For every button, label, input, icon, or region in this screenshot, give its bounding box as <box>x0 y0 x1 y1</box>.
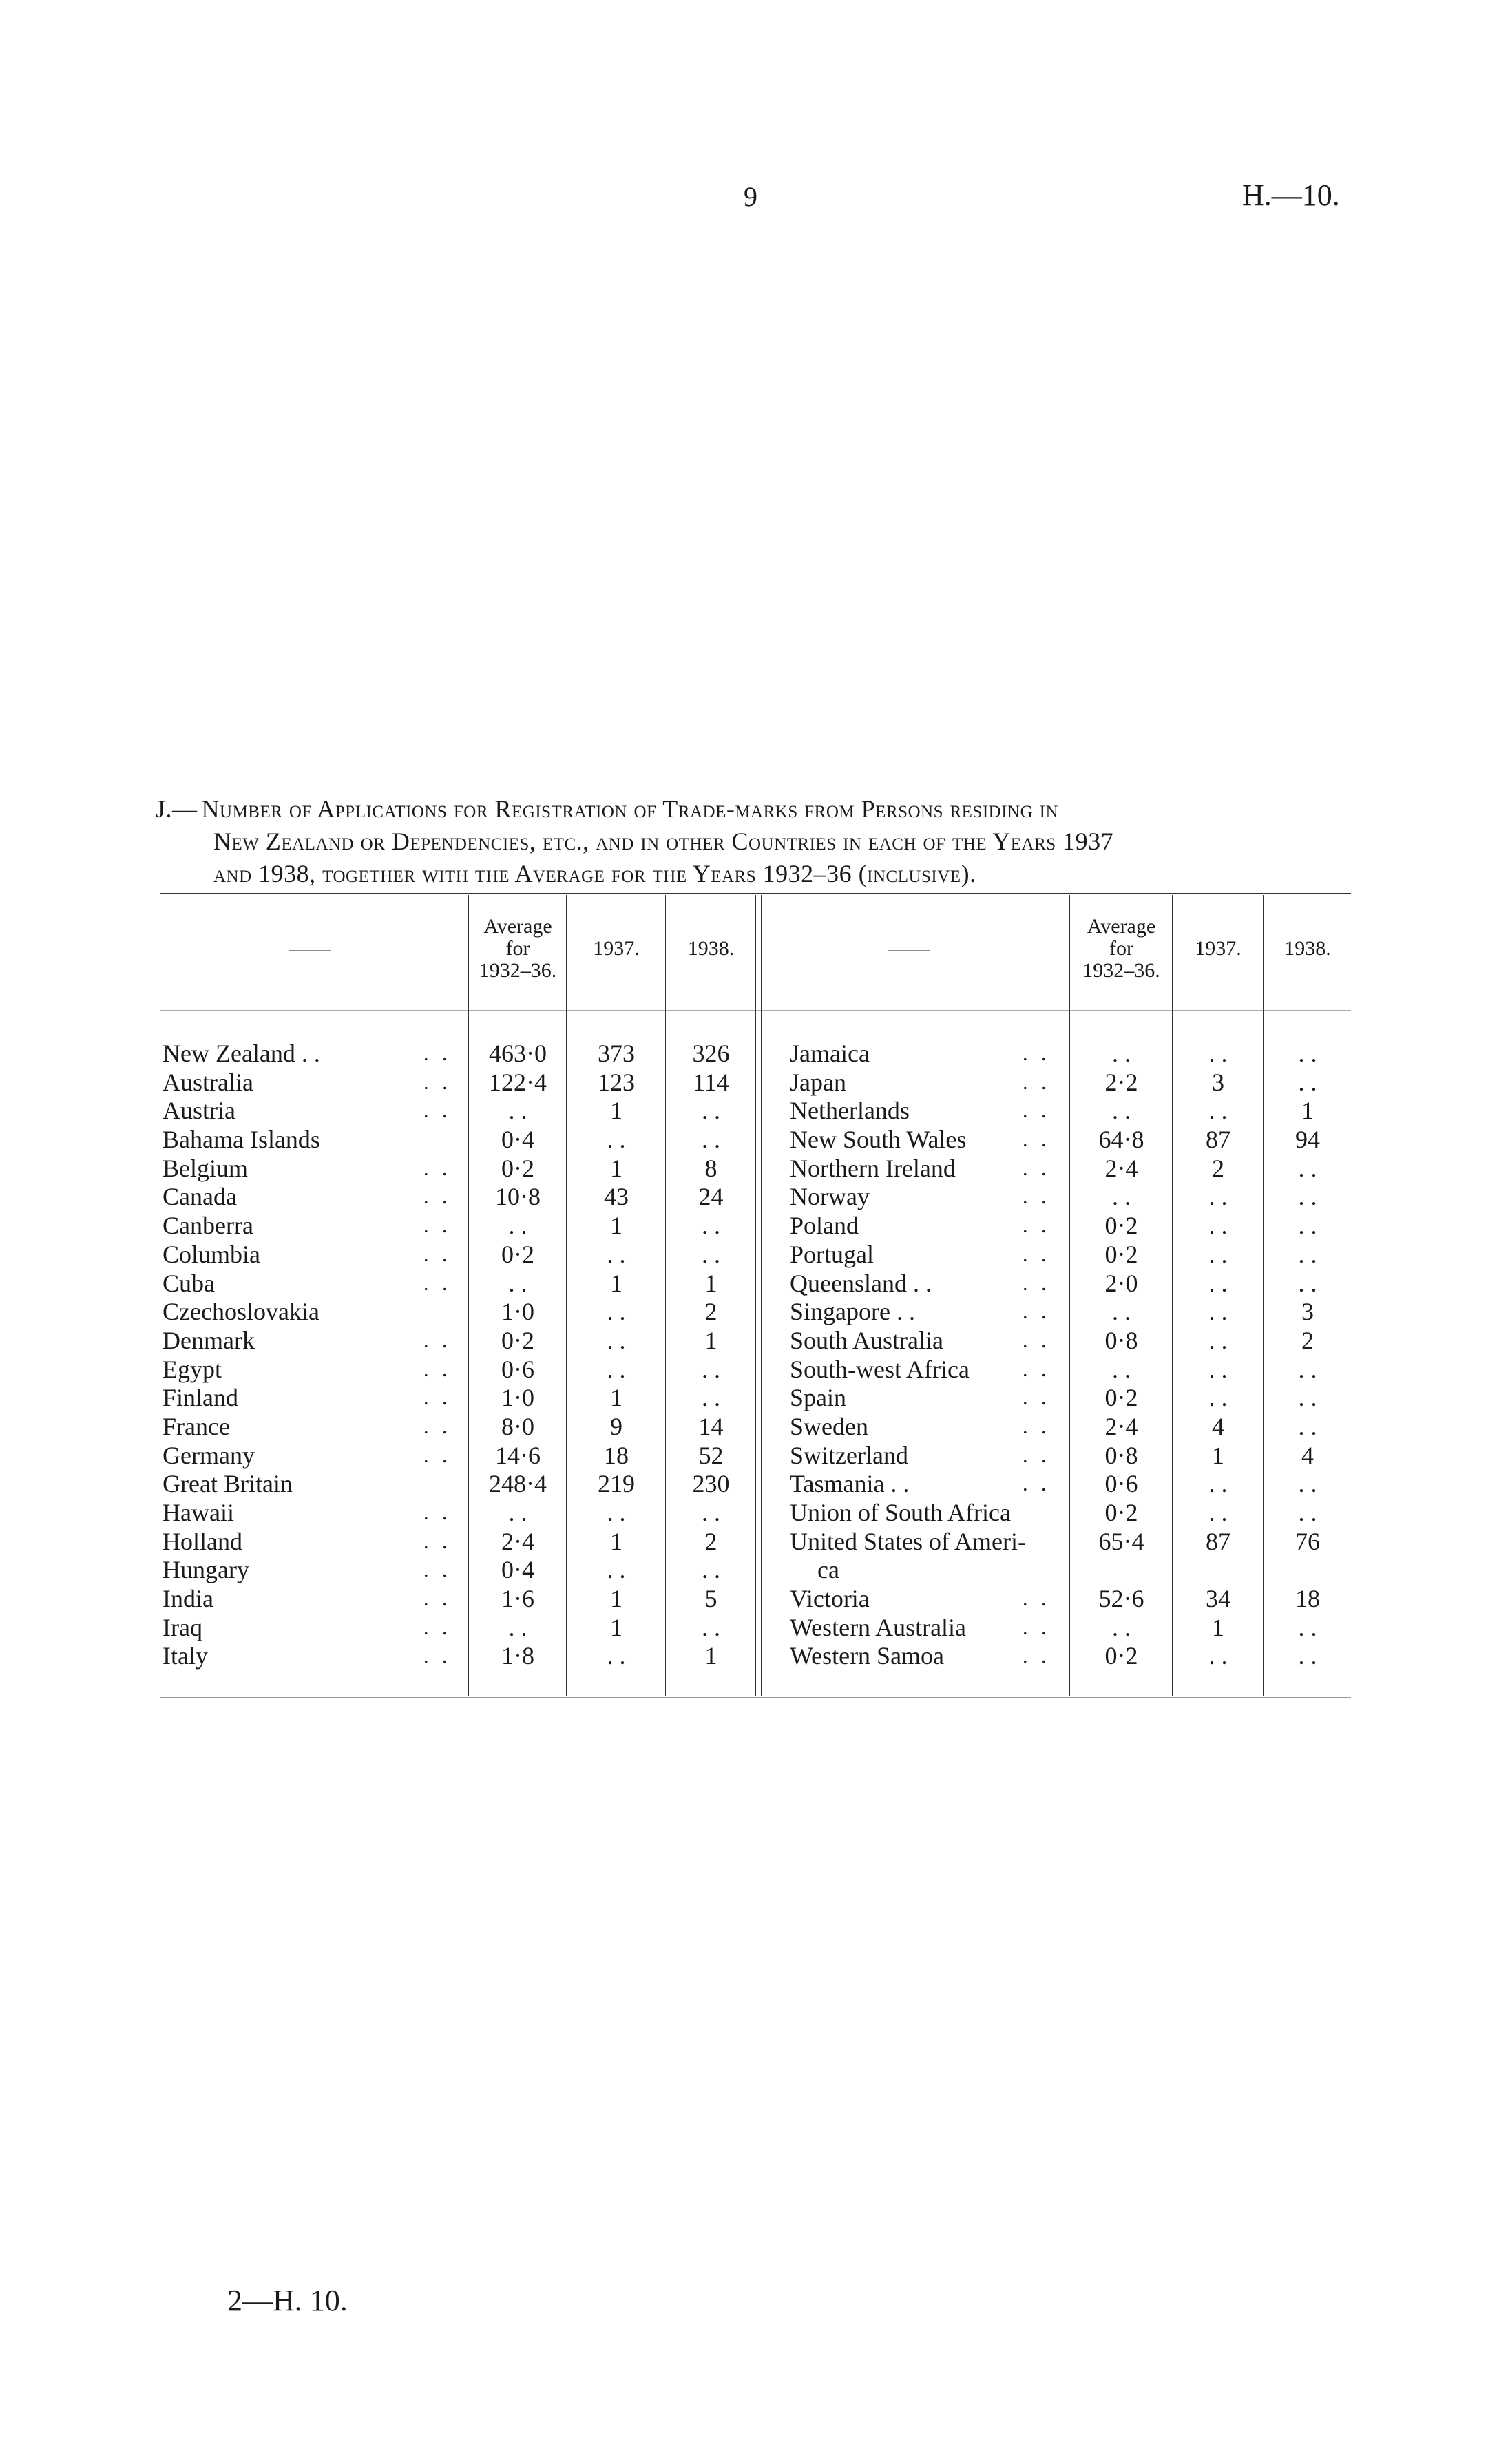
right-1937-header: 1937. <box>1195 937 1241 960</box>
right-leader-dots: . . <box>1023 1616 1051 1639</box>
left-1938-value: 230 <box>692 1470 730 1498</box>
right-1937-value: 1 <box>1212 1441 1224 1469</box>
table-row <box>0 1068 1488 1097</box>
right-country-header: —— <box>888 938 930 960</box>
left-1937-value: 1 <box>610 1212 622 1240</box>
right-country-name: Union of South Africa <box>790 1499 1011 1526</box>
right-average-value: 2·4 <box>1104 1154 1138 1182</box>
table-row <box>0 1212 1488 1241</box>
right-leader-dots: . . <box>1023 1042 1051 1065</box>
right-country-name: Spain <box>790 1384 847 1412</box>
right-average-value: . . <box>1112 1613 1131 1641</box>
left-leader-dots: . . <box>423 1502 452 1524</box>
right-country-name: Portugal <box>790 1240 874 1268</box>
table-row <box>0 1126 1488 1155</box>
right-1938-value: . . <box>1298 1642 1317 1670</box>
right-1937-value: . . <box>1208 1212 1228 1240</box>
left-country-name: Egypt <box>163 1355 222 1383</box>
left-average-value: 0·2 <box>501 1240 534 1268</box>
left-1937-value: 1 <box>610 1384 622 1412</box>
left-leader-dots: . . <box>423 1243 452 1266</box>
left-1937-value: . . <box>607 1240 626 1268</box>
left-1938-value: 1 <box>704 1642 717 1670</box>
right-leader-dots: . . <box>1023 1243 1051 1266</box>
left-1937-value: 1 <box>610 1154 622 1182</box>
right-leader-dots: . . <box>1023 1099 1051 1123</box>
right-1938-value: . . <box>1298 1183 1317 1211</box>
document-reference: H.—10. <box>1242 178 1340 212</box>
right-1937-value: 3 <box>1212 1068 1224 1096</box>
right-leader-dots: . . <box>1023 1473 1051 1496</box>
right-1937-value: 87 <box>1206 1527 1230 1555</box>
left-leader-dots: . . <box>423 1530 452 1553</box>
right-1937-value: . . <box>1208 1499 1228 1526</box>
average-for: for <box>1109 937 1133 960</box>
left-leader-dots: . . <box>423 1645 452 1668</box>
left-1938-value: 326 <box>692 1040 730 1067</box>
left-country-name: Italy <box>163 1642 208 1670</box>
left-leader-dots: . . <box>423 1329 452 1352</box>
right-1938-value: 1 <box>1301 1097 1314 1125</box>
right-1937-value: . . <box>1208 1470 1228 1498</box>
right-1938-value: . . <box>1298 1240 1317 1268</box>
table-row <box>0 1241 1488 1270</box>
right-1937-value: 1 <box>1212 1613 1224 1641</box>
table-row <box>0 1642 1488 1671</box>
right-1937-value: . . <box>1208 1384 1228 1412</box>
right-1938-value: . . <box>1298 1068 1317 1096</box>
left-leader-dots: . . <box>423 1186 452 1209</box>
left-country-name: Canada <box>163 1183 237 1211</box>
left-1937-value: 373 <box>598 1040 635 1067</box>
right-leader-dots: . . <box>1023 1071 1051 1094</box>
right-1937-value: . . <box>1208 1298 1228 1326</box>
right-1938-value: . . <box>1298 1040 1317 1067</box>
left-average-value: . . <box>508 1097 527 1125</box>
right-country-name: Western Samoa <box>790 1642 945 1670</box>
right-country-name: Singapore . . <box>790 1298 915 1326</box>
left-average-value: 14·6 <box>495 1441 541 1469</box>
left-1938-value: 24 <box>698 1183 724 1211</box>
table-title-line-1-text: Number of Applications for Registration of Trade-marks from Persons residing in <box>201 795 1059 823</box>
right-1937-value: 2 <box>1212 1154 1224 1182</box>
table-row <box>0 1528 1488 1557</box>
right-1937-value: . . <box>1208 1269 1228 1297</box>
right-average-value: 0·2 <box>1104 1642 1138 1670</box>
table-row <box>0 1183 1488 1212</box>
right-1938-value: 18 <box>1295 1585 1320 1613</box>
table-row <box>0 1556 1488 1585</box>
right-1937-value: . . <box>1208 1642 1228 1670</box>
right-country-name: Queensland . . <box>790 1269 932 1297</box>
left-1938-value: . . <box>702 1212 720 1240</box>
left-country-name: Austria <box>163 1097 235 1125</box>
right-country-name: Tasmania . . <box>790 1470 910 1498</box>
left-country-name: Columbia <box>163 1240 260 1268</box>
left-1937-value: 1 <box>610 1613 622 1641</box>
left-leader-dots: . . <box>423 1588 452 1611</box>
left-country-name: Iraq <box>163 1613 202 1641</box>
right-average-value: 0·2 <box>1104 1499 1138 1526</box>
right-average-value: . . <box>1112 1183 1131 1211</box>
left-leader-dots: . . <box>423 1214 452 1238</box>
left-1937-value: 1 <box>610 1527 622 1555</box>
left-1938-value: 52 <box>698 1441 724 1469</box>
right-average-value: 0·2 <box>1104 1212 1138 1240</box>
left-1938-value: 1 <box>704 1269 717 1297</box>
left-country-header: —— <box>289 938 331 960</box>
right-1938-value: 94 <box>1295 1126 1320 1154</box>
table-top-rule <box>160 893 1351 894</box>
right-leader-dots: . . <box>1023 1358 1051 1381</box>
right-country-name: Switzerland <box>790 1441 908 1469</box>
left-1938-value: . . <box>702 1355 720 1383</box>
left-1937-value: . . <box>607 1499 626 1526</box>
right-1937-value: 4 <box>1212 1412 1224 1440</box>
left-1938-value: 114 <box>693 1068 729 1096</box>
right-leader-dots: . . <box>1023 1301 1051 1324</box>
left-1937-value: 43 <box>604 1183 629 1211</box>
right-average-value: 2·2 <box>1104 1068 1138 1096</box>
table-row <box>0 1327 1488 1356</box>
left-leader-dots: . . <box>423 1358 452 1381</box>
right-leader-dots: . . <box>1023 1157 1051 1180</box>
table-row <box>0 1585 1488 1614</box>
left-leader-dots: . . <box>423 1272 452 1295</box>
left-country-name: Czechoslovakia <box>163 1298 319 1326</box>
right-1938-header: 1938. <box>1284 937 1331 960</box>
left-average-value: 10·8 <box>495 1183 541 1211</box>
left-1938-value: 2 <box>704 1298 717 1326</box>
right-country-name: Western Australia <box>790 1613 967 1641</box>
left-country-name: Germany <box>163 1441 255 1469</box>
right-average-value: 65·4 <box>1098 1527 1144 1555</box>
left-average-value: 0·2 <box>501 1326 534 1354</box>
table-row <box>0 1298 1488 1327</box>
right-average-value: 52·6 <box>1098 1585 1144 1613</box>
right-country-name: New South Wales <box>790 1126 967 1154</box>
average-label: Average <box>483 915 552 938</box>
left-country-name: Hungary <box>163 1556 249 1584</box>
left-country-name: Hawaii <box>163 1499 234 1526</box>
right-1938-value: . . <box>1298 1499 1317 1526</box>
left-average-value: . . <box>508 1212 527 1240</box>
left-average-value: 0·4 <box>501 1126 534 1154</box>
left-average-value: 8·0 <box>501 1412 534 1440</box>
left-country-name: Australia <box>163 1068 253 1096</box>
left-average-value: 1·0 <box>501 1298 534 1326</box>
right-average-value: 0·8 <box>1104 1326 1138 1354</box>
right-leader-dots: . . <box>1023 1387 1051 1410</box>
left-average-value: 248·4 <box>489 1470 547 1498</box>
left-leader-dots: . . <box>423 1042 452 1065</box>
right-1938-value: . . <box>1298 1613 1317 1641</box>
left-country-name: Canberra <box>163 1212 253 1240</box>
left-average-value: . . <box>508 1499 527 1526</box>
right-country-name: South-west Africa <box>790 1355 970 1383</box>
left-1938-value: . . <box>702 1097 720 1125</box>
left-average-value: 122·4 <box>489 1068 547 1096</box>
left-average-value: . . <box>508 1613 527 1641</box>
left-1938-value: . . <box>702 1556 720 1584</box>
right-leader-dots: . . <box>1023 1272 1051 1295</box>
table-row <box>0 1155 1488 1183</box>
signature-reference: 2—H. 10. <box>227 2284 348 2317</box>
table-row <box>0 1499 1488 1528</box>
right-1938-value: . . <box>1298 1269 1317 1297</box>
right-1937-value: . . <box>1208 1183 1228 1211</box>
left-leader-dots: . . <box>423 1387 452 1410</box>
left-1937-value: . . <box>607 1326 626 1354</box>
right-country-name: Netherlands <box>790 1097 910 1125</box>
right-leader-dots: . . <box>1023 1329 1051 1352</box>
left-1937-value: 219 <box>598 1470 635 1498</box>
table-row <box>0 1270 1488 1298</box>
left-1938-value: . . <box>702 1240 720 1268</box>
left-average-value: 1·8 <box>501 1642 534 1670</box>
right-average-value: 0·2 <box>1104 1384 1138 1412</box>
left-country-name: India <box>163 1585 213 1613</box>
left-1938-value: 14 <box>698 1412 724 1440</box>
right-1938-value: 2 <box>1301 1326 1314 1354</box>
right-leader-dots: . . <box>1023 1214 1051 1238</box>
left-average-value: . . <box>508 1269 527 1297</box>
left-average-value: 463·0 <box>489 1040 547 1067</box>
average-label: Average <box>1087 915 1156 938</box>
left-leader-dots: . . <box>423 1616 452 1639</box>
left-leader-dots: . . <box>423 1415 452 1438</box>
right-average-value: 2·4 <box>1104 1412 1138 1440</box>
table-row <box>0 1384 1488 1413</box>
left-leader-dots: . . <box>423 1559 452 1582</box>
left-average-value: 1·6 <box>501 1585 534 1613</box>
right-average-value: 2·0 <box>1104 1269 1138 1297</box>
right-country-name: Victoria <box>790 1585 870 1613</box>
left-country-name: Great Britain <box>163 1470 293 1498</box>
right-1937-value: 34 <box>1206 1585 1230 1613</box>
right-average-value: 0·8 <box>1104 1441 1138 1469</box>
right-average-value: 64·8 <box>1098 1126 1144 1154</box>
left-country-name: Belgium <box>163 1154 248 1182</box>
table-title-line-3: and 1938, together with the Average for the Years 1932–36 (inclusive). <box>213 860 976 887</box>
right-1937-value: . . <box>1208 1040 1228 1067</box>
left-1938-header: 1938. <box>687 937 735 960</box>
left-1937-value: 123 <box>598 1068 635 1096</box>
left-1937-header: 1937. <box>593 937 640 960</box>
left-country-name: Holland <box>163 1527 242 1555</box>
left-1937-value: 1 <box>610 1585 622 1613</box>
right-1938-value: 3 <box>1301 1298 1314 1326</box>
right-average-value: . . <box>1112 1355 1131 1383</box>
right-1938-value: . . <box>1298 1384 1317 1412</box>
right-country-name: ca <box>817 1556 839 1584</box>
left-1938-value: . . <box>702 1613 720 1641</box>
left-1937-value: 1 <box>610 1097 622 1125</box>
right-1937-value: . . <box>1208 1326 1228 1354</box>
left-1937-value: . . <box>607 1298 626 1326</box>
table-bottom-rule <box>160 1697 1351 1698</box>
right-1938-value: . . <box>1298 1355 1317 1383</box>
left-1938-value: 8 <box>704 1154 717 1182</box>
right-1938-value: 4 <box>1301 1441 1314 1469</box>
right-1937-value: 87 <box>1206 1126 1230 1154</box>
right-average-value: . . <box>1112 1040 1131 1067</box>
right-leader-dots: . . <box>1023 1128 1051 1152</box>
left-average-value: 0·6 <box>501 1355 534 1383</box>
right-leader-dots: . . <box>1023 1645 1051 1668</box>
table-title-line-1 <box>156 793 1354 825</box>
table-title-lead: J.— <box>156 795 198 823</box>
right-country-name: Jamaica <box>790 1040 870 1067</box>
right-country-name: South Australia <box>790 1326 943 1354</box>
left-average-value: 1·0 <box>501 1384 534 1412</box>
left-country-name: Finland <box>163 1384 239 1412</box>
right-1938-value: 76 <box>1295 1527 1320 1555</box>
left-1937-value: 9 <box>610 1412 622 1440</box>
left-1938-value: 2 <box>704 1527 717 1555</box>
right-country-name: Poland <box>790 1212 859 1240</box>
table-row <box>0 1413 1488 1442</box>
right-1938-value: . . <box>1298 1154 1317 1182</box>
table-body <box>0 1040 1488 1671</box>
left-average-value: 0·4 <box>501 1556 534 1584</box>
left-country-name: Denmark <box>163 1326 255 1354</box>
right-average-value: 0·2 <box>1104 1240 1138 1268</box>
left-1937-value: 1 <box>610 1269 622 1297</box>
table-row <box>0 1470 1488 1499</box>
right-country-name: Northern Ireland <box>790 1154 956 1182</box>
average-for: for <box>505 937 530 960</box>
left-1938-value: . . <box>702 1126 720 1154</box>
left-average-value: 2·4 <box>501 1527 534 1555</box>
left-1938-value: 1 <box>704 1326 717 1354</box>
table-row <box>0 1442 1488 1471</box>
right-average-header <box>1071 916 1172 982</box>
left-country-name: New Zealand . . <box>163 1040 320 1067</box>
left-country-name: Cuba <box>163 1269 215 1297</box>
left-leader-dots: . . <box>423 1157 452 1180</box>
left-leader-dots: . . <box>423 1071 452 1094</box>
table-row <box>0 1040 1488 1068</box>
left-1938-value: . . <box>702 1384 720 1412</box>
right-1938-value: . . <box>1298 1470 1317 1498</box>
table-title <box>156 793 1354 890</box>
table-row <box>0 1614 1488 1643</box>
right-leader-dots: . . <box>1023 1186 1051 1209</box>
left-leader-dots: . . <box>423 1099 452 1123</box>
right-leader-dots: . . <box>1023 1444 1051 1467</box>
left-1938-value: 5 <box>704 1585 717 1613</box>
table-row <box>0 1356 1488 1384</box>
left-country-name: France <box>163 1412 230 1440</box>
right-average-value: . . <box>1112 1298 1131 1326</box>
left-1937-value: . . <box>607 1126 626 1154</box>
left-1937-value: . . <box>607 1642 626 1670</box>
right-1938-value: . . <box>1298 1412 1317 1440</box>
left-average-header <box>470 916 566 982</box>
right-country-name: Norway <box>790 1183 870 1211</box>
right-country-name: United States of Ameri- <box>790 1527 1026 1555</box>
left-1937-value: . . <box>607 1355 626 1383</box>
right-leader-dots: . . <box>1023 1415 1051 1438</box>
left-leader-dots: . . <box>423 1444 452 1467</box>
table-title-line-2: New Zealand or Dependencies, etc., and in other Countries in each of the Years 1937 <box>213 828 1114 855</box>
right-leader-dots: . . <box>1023 1588 1051 1611</box>
left-country-name: Bahama Islands <box>163 1126 320 1154</box>
right-1938-value: . . <box>1298 1212 1317 1240</box>
left-1938-value: . . <box>702 1499 720 1526</box>
right-1937-value: . . <box>1208 1097 1228 1125</box>
right-average-value: 0·6 <box>1104 1470 1138 1498</box>
right-country-name: Japan <box>790 1068 846 1096</box>
left-1937-value: . . <box>607 1556 626 1584</box>
table-row <box>0 1097 1488 1126</box>
right-1937-value: . . <box>1208 1240 1228 1268</box>
average-years: 1932–36. <box>1082 959 1160 982</box>
left-1937-value: 18 <box>604 1441 629 1469</box>
right-country-name: Sweden <box>790 1412 868 1440</box>
right-1937-value: . . <box>1208 1355 1228 1383</box>
left-average-value: 0·2 <box>501 1154 534 1182</box>
right-average-value: . . <box>1112 1097 1131 1125</box>
page-number: 9 <box>744 181 757 212</box>
average-years: 1932–36. <box>479 959 557 982</box>
